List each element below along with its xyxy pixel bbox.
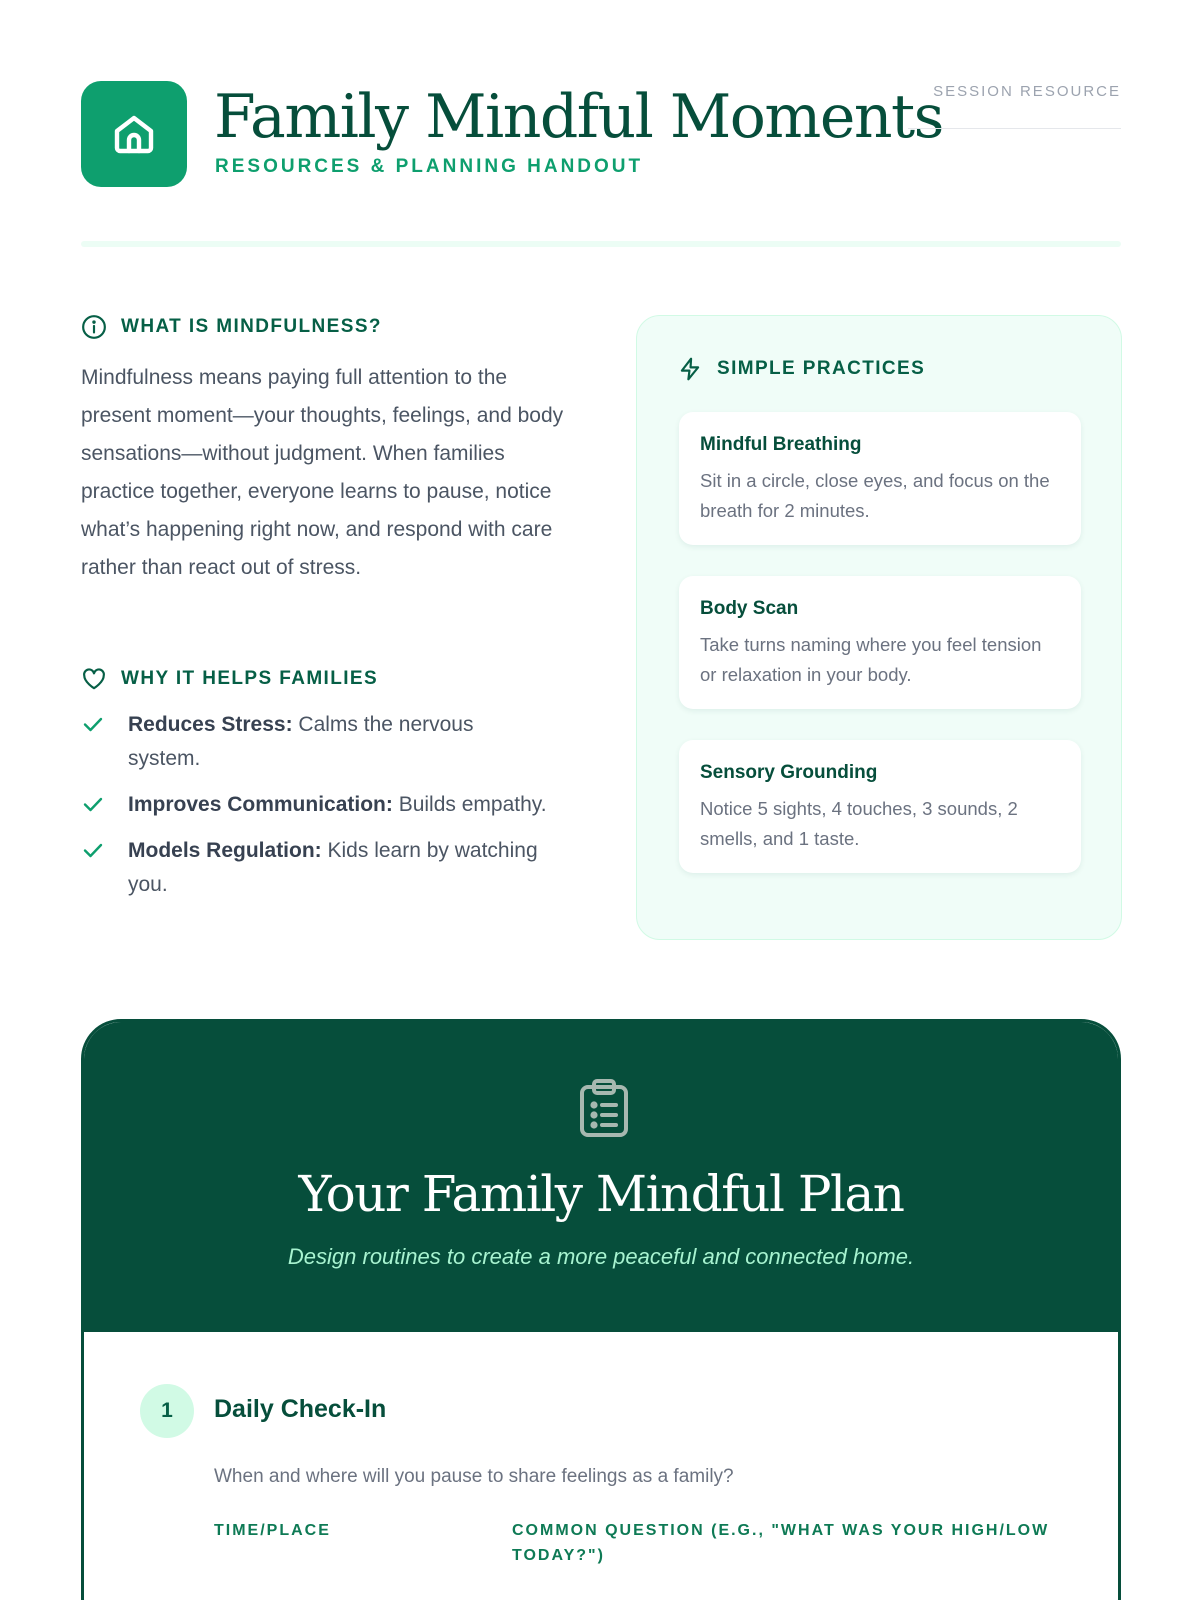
practice-title: Body Scan — [700, 598, 799, 619]
benefit-text: Builds empathy. — [392, 793, 547, 816]
practice-card — [679, 576, 1081, 709]
plan-banner — [84, 1022, 1118, 1332]
time-place-field-label: TIME/PLACE — [214, 1522, 331, 1539]
page-header — [81, 81, 1121, 187]
practices-panel — [636, 315, 1122, 940]
check-icon — [81, 838, 105, 862]
benefit-label: Improves Communication: — [128, 793, 393, 816]
session-resource-label: SESSION RESOURCE — [908, 83, 1121, 129]
benefits-heading-text: WHY IT HELPS FAMILIES — [121, 668, 379, 689]
benefits-heading — [81, 666, 378, 692]
step-description: When and where will you pause to share feelings as a family? — [214, 1466, 734, 1487]
practice-description: Sit in a circle, close eyes, and focus on the breath for 2 minutes. — [700, 470, 1050, 521]
practices-heading — [677, 356, 925, 382]
page-title: Family Mindful Moments — [214, 82, 943, 152]
practice-card — [679, 740, 1081, 873]
practice-title: Mindful Breathing — [700, 434, 862, 455]
list-item — [81, 788, 551, 822]
benefit-text: Kids learn by watching you. — [128, 839, 538, 896]
benefits-list — [81, 708, 551, 914]
mindfulness-heading — [81, 314, 382, 340]
lightning-icon — [677, 356, 703, 382]
list-item — [81, 708, 551, 776]
page-subtitle: RESOURCES & PLANNING HANDOUT — [215, 156, 644, 177]
practices-heading-text: SIMPLE PRACTICES — [717, 358, 926, 379]
practice-card — [679, 412, 1081, 545]
header-divider — [81, 241, 1121, 247]
family-plan-section — [81, 1019, 1121, 1600]
check-icon — [81, 712, 105, 736]
check-icon — [81, 792, 105, 816]
heart-icon — [81, 666, 107, 692]
step-title: Daily Check-In — [214, 1395, 387, 1423]
clipboard-icon — [578, 1077, 630, 1139]
info-icon — [81, 314, 107, 340]
practice-description: Notice 5 sights, 4 touches, 3 sounds, 2 smells, and 1 taste. — [700, 798, 1018, 849]
benefit-label: Models Regulation: — [128, 839, 322, 862]
list-item — [81, 834, 551, 902]
logo-badge — [81, 81, 187, 187]
practice-description: Take turns naming where you feel tension or relaxation in your body. — [700, 634, 1042, 685]
step-number-badge: 1 — [140, 1384, 194, 1438]
common-question-field-label: COMMON QUESTION (E.G., "WHAT WAS YOUR HIGH/LOW TODAY?") — [512, 1522, 1050, 1564]
benefit-label: Reduces Stress: — [128, 713, 293, 736]
practice-title: Sensory Grounding — [700, 762, 878, 783]
home-icon — [110, 110, 158, 158]
mindfulness-description: Mindfulness means paying full attention to the present moment—your thoughts, feelings, and body sensations—without judgment. When families practice together, everyone learns to pause, notice what’s happening right now, and respond with care rather than react out of stress. — [81, 366, 564, 579]
plan-title: Your Family Mindful Plan — [298, 1165, 904, 1223]
mindfulness-heading-text: WHAT IS MINDFULNESS? — [121, 316, 382, 337]
plan-subtitle: Design routines to create a more peaceful and connected home. — [287, 1244, 915, 1269]
benefit-text: Calms the nervous system. — [128, 713, 474, 770]
